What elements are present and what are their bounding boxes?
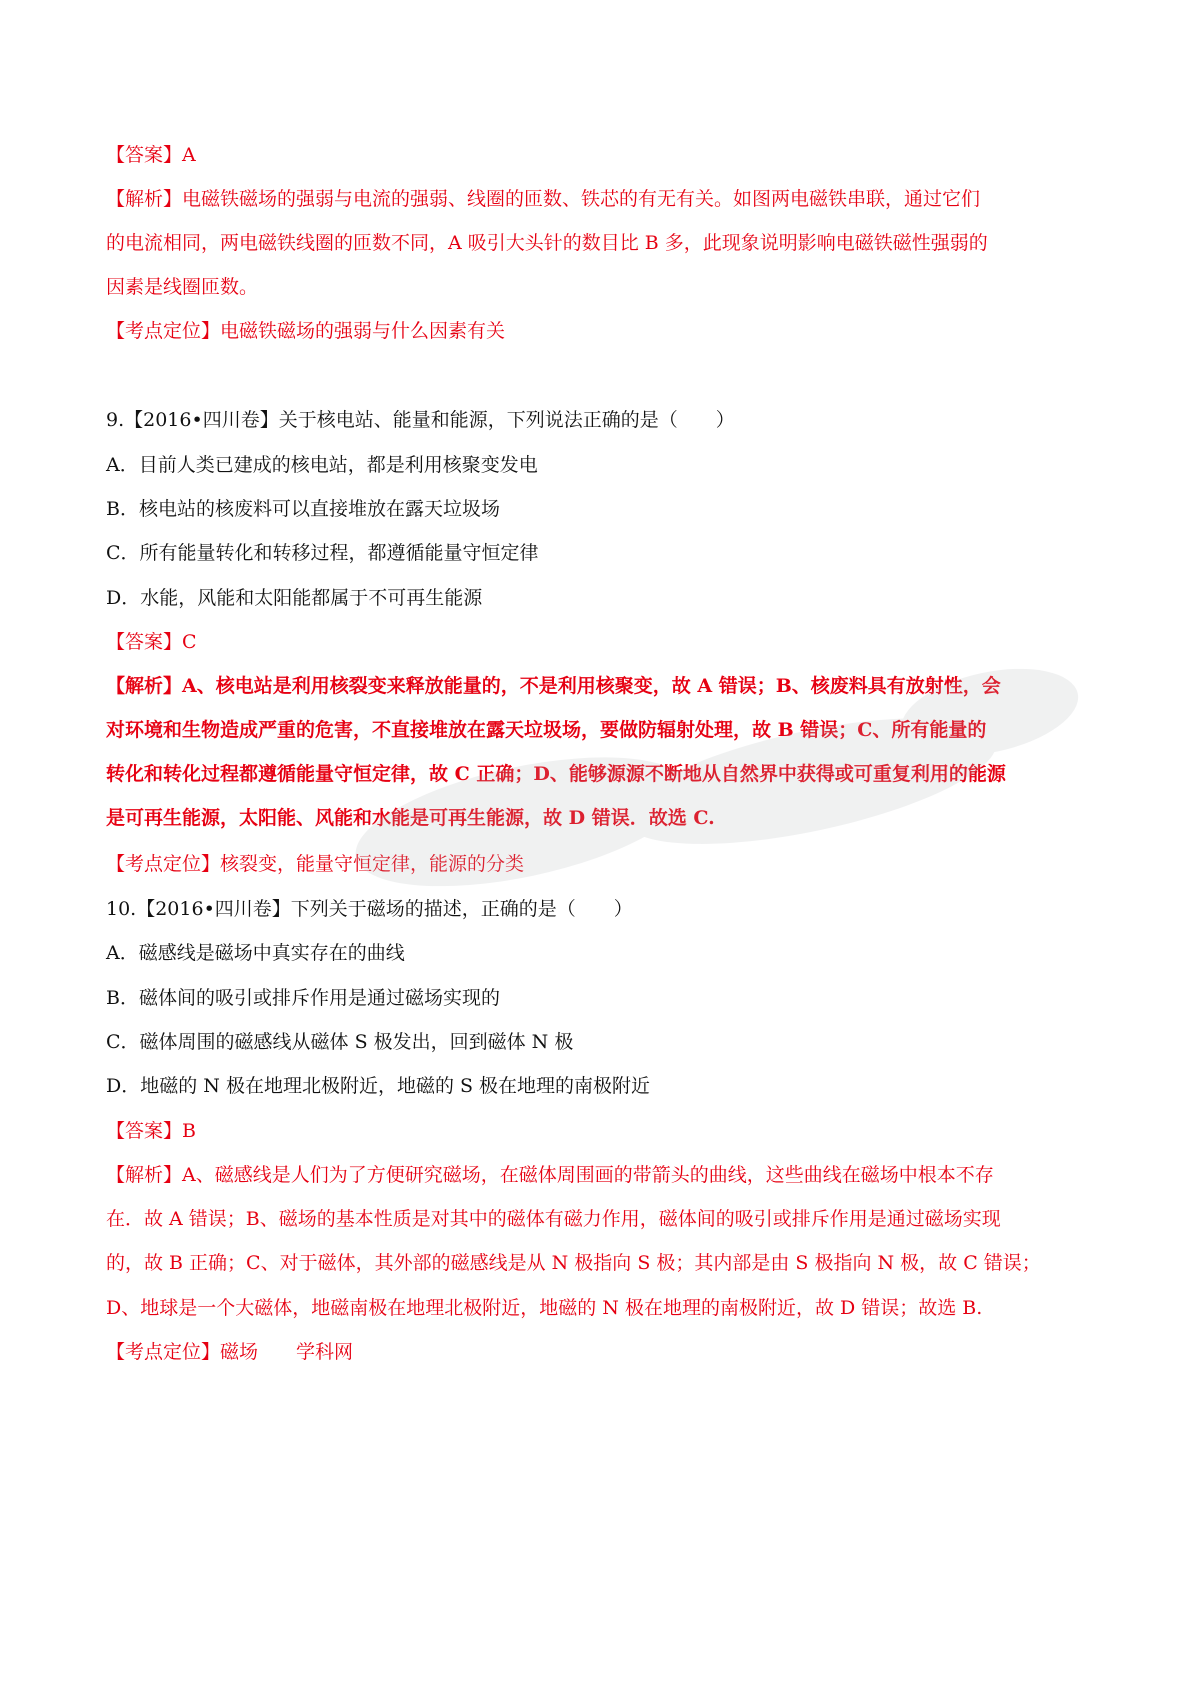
q9-key-point: 【考点定位】核裂变，能量守恒定律，能源的分类 — [106, 853, 525, 875]
q10-analysis-line-2: 在．故 A 错误；B、磁场的基本性质是对其中的磁体有磁力作用，磁体间的吸引或排斥作用是通过磁场实现 — [106, 1208, 1001, 1230]
q9-analysis-line-3: 转化和转化过程都遵循能量守恒定律，故 C 正确；D、能够源源不断地从自然界中获得或可重复利用的能源 — [106, 763, 1006, 785]
q8-answer: 【答案】A — [106, 144, 196, 166]
q10-option-b: B．磁体间的吸引或排斥作用是通过磁场实现的 — [106, 987, 500, 1009]
q8-analysis-line-3: 因素是线圈匝数。 — [106, 276, 259, 298]
q10-analysis-line-3: 的，故 B 正确；C、对于磁体，其外部的磁感线是从 N 极指向 S 极；其内部是由 S 极指向 N 极，故 C 错误； — [106, 1252, 1041, 1274]
q9-option-c: C．所有能量转化和转移过程，都遵循能量守恒定律 — [106, 542, 539, 564]
q9-option-a: A．目前人类已建成的核电站，都是利用核聚变发电 — [106, 454, 538, 476]
q9-analysis-line-1: 【解析】A、核电站是利用核裂变来释放能量的，不是利用核聚变，故 A 错误；B、核废料具有放射性，会 — [106, 675, 1001, 697]
q10-option-d: D．地磁的 N 极在地理北极附近，地磁的 S 极在地理的南极附近 — [106, 1075, 651, 1097]
q10-analysis-line-4: D、地球是一个大磁体，地磁南极在地理北极附近，地磁的 N 极在地理的南极附近，故 D 错误；故选 B. — [106, 1297, 983, 1319]
q8-analysis-line-2: 的电流相同，两电磁铁线圈的匝数不同，A 吸引大头针的数目比 B 多，此现象说明影响电磁铁磁性强弱的 — [106, 232, 988, 254]
q10-stem: 10.【2016•四川卷】下列关于磁场的描述，正确的是（ ） — [106, 898, 633, 920]
q9-analysis-line-2: 对环境和生物造成严重的危害，不直接堆放在露天垃圾场，要做防辐射处理，故 B 错误；C、所有能量的 — [106, 719, 987, 741]
q9-analysis-line-4: 是可再生能源，太阳能、风能和水能是可再生能源，故 D 错误．故选 C. — [106, 807, 715, 829]
q8-key-point: 【考点定位】电磁铁磁场的强弱与什么因素有关 — [106, 320, 506, 342]
q8-analysis-line-1: 【解析】电磁铁磁场的强弱与电流的强弱、线圈的匝数、铁芯的有无有关。如图两电磁铁串联，通过它们 — [106, 188, 981, 210]
q10-key-point: 【考点定位】磁场 学科网 — [106, 1341, 354, 1363]
q9-stem: 9.【2016•四川卷】关于核电站、能量和能源，下列说法正确的是（ ） — [106, 409, 735, 431]
q10-analysis-line-1: 【解析】A、磁感线是人们为了方便研究磁场，在磁体周围画的带箭头的曲线，这些曲线在磁场中根本不存 — [106, 1164, 994, 1186]
q9-option-d: D．水能，风能和太阳能都属于不可再生能源 — [106, 587, 483, 609]
q9-option-b: B．核电站的核废料可以直接堆放在露天垃圾场 — [106, 498, 500, 520]
q10-answer: 【答案】B — [106, 1120, 196, 1142]
q9-answer: 【答案】C — [106, 631, 197, 653]
q10-option-c: C．磁体周围的磁感线从磁体 S 极发出，回到磁体 N 极 — [106, 1031, 574, 1053]
q10-option-a: A．磁感线是磁场中真实存在的曲线 — [106, 942, 405, 964]
